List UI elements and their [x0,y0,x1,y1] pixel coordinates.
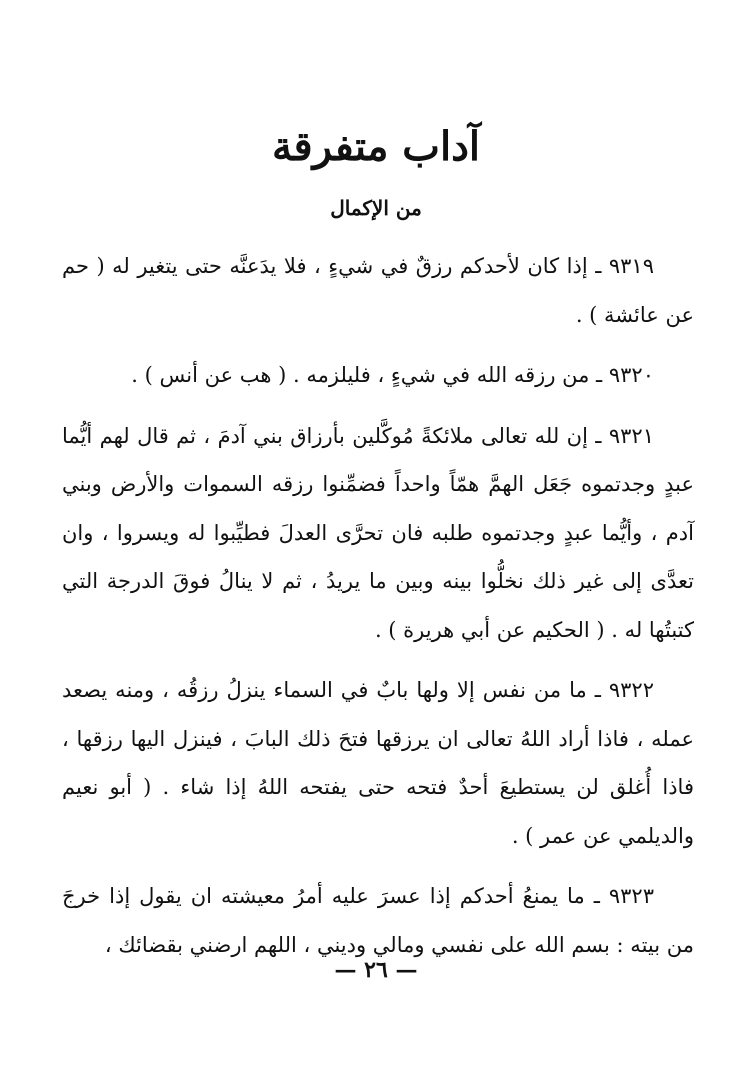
hadith-list [62,242,694,981]
hadith-paragraph: ٩٣٢١ ـ إن لله تعالى ملائكةً مُوكَّلين بأرزاق بني آدمَ ، ثم قال لهم أيُّما عبدٍ وجدتموه جَعَل الهمَّ همّاً واحداً فضمِّنوا رزقه السموات والأرض وبني آدم ، وأيُّما عبدٍ وجدتموه طلبه فان تحرَّى العدلَ فطيِّبوا له ويسروا ، وان تعدَّى إلى غير ذلك نخلُّوا بينه وبين ما يريدُ ، ثم لا ينالُ فوقَ الدرجة التي كتبتُها له . ( الحكيم عن أبي هريرة ) . [62,423,694,642]
page-number: — ٢٦ — [334,957,418,983]
hadith-paragraph: ٩٣٢٣ ـ ما يمنعُ أحدكم إذا عسرَ عليه أمرُ معيشته ان يقول إذا خرجَ من بيته : بسم الله على نفسي ومالي وديني ، اللهم ارضني بقضائك ، [62,884,694,957]
hadith-paragraph: ٩٣٢٠ ـ من رزقه الله في شيءٍ ، فليلزمه . ( هب عن أنس ) . [131,363,654,387]
section-subtitle: من الإكمال [330,196,422,220]
page-title: آداب متفرقة [272,123,480,170]
hadith-paragraph: ٩٣١٩ ـ إذا كان لأحدكم رزقٌ في شيءٍ ، فلا يدَعنَّه حتى يتغير له ( حم عن عائشة ) . [62,254,694,327]
hadith-paragraph: ٩٣٢٢ ـ ما من نفس إلا ولها بابٌ في السماء ينزلُ رزقُه ، ومنه يصعد عمله ، فاذا أراد اللهُ تعالى ان يرزقها فتحَ ذلك البابَ ، فينزل اليها رزقها ، فاذا أُغلق لن يستطيعَ أحدٌ فتحه حتى يفتحه اللهُ إذا شاء . ( أبو نعيم والديلمي عن عمر ) . [62,678,694,848]
